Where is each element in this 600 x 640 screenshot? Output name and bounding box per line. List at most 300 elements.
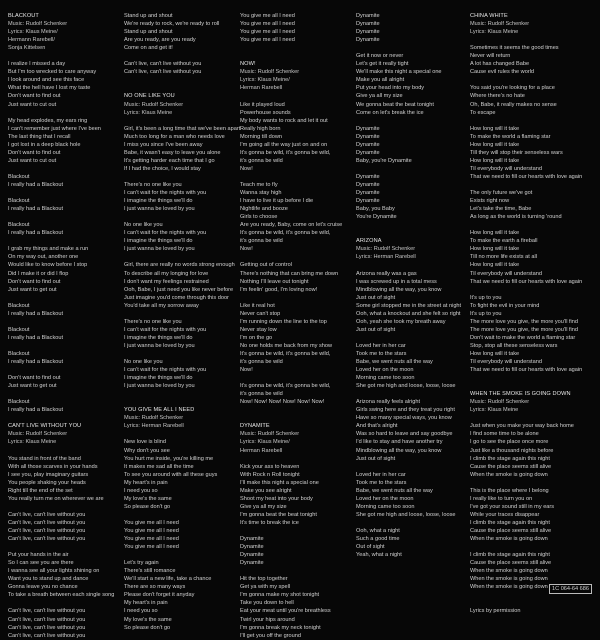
lyric-line: Just out of sight [356, 294, 396, 301]
lyric-line: Give ya all my size [240, 503, 287, 510]
blank-line [240, 414, 352, 422]
lyric-line: Such a good time [356, 536, 400, 543]
lyric-line: Put your hands in the air [8, 552, 69, 559]
lyric-line: Morning till down [240, 133, 282, 140]
blank-line [356, 463, 468, 471]
lyric-line: You hurt me inside, you're killing me [124, 455, 214, 462]
song-title: ARIZONA [356, 238, 382, 245]
lyric-line: How long will it take [470, 350, 520, 357]
song-credit: Lyrics: Herman Rarebell [124, 423, 184, 430]
lyric-line: Never can't stop [240, 310, 281, 317]
lyric-line: Til everybody will understand [470, 165, 542, 172]
blank-line [124, 213, 236, 221]
lyric-line: Are you ready, Baby, come on let's cruise [240, 222, 343, 229]
lyric-line: There's nothing that can bring me down [240, 270, 339, 277]
lyric-line: A lot has changed Babe [470, 61, 530, 68]
lyric-line: Dynamite [240, 544, 264, 551]
lyric-line: You give me all I need [240, 29, 295, 36]
lyric-line: Just out of sight [356, 455, 396, 462]
lyric-line: The more love you give, the more you'll find [470, 326, 579, 333]
lyric-line: You give me all I need [240, 37, 295, 44]
song-credit: Music: Rudolf Schenker [8, 21, 68, 28]
blank-line [356, 261, 468, 269]
song-credit: Herman Rarebell [240, 447, 283, 454]
song-credit: Lyrics: Herman Rarebell [356, 254, 416, 261]
lyric-line: Did I make it or did I flop [8, 270, 69, 277]
lyric-line: Was so hard to leave and say goodbye [356, 431, 453, 438]
lyric-line: Arizona really was a gas [356, 270, 417, 277]
lyric-line: Twirl your hips around [240, 616, 295, 623]
blank-line [240, 406, 352, 414]
lyric-line: Don't wait to make the world a flaming star [470, 334, 576, 341]
lyric-line: That we need to fill our hearts with love again [470, 173, 583, 180]
blank-line [240, 294, 352, 302]
blank-line [240, 374, 352, 382]
blank-line [8, 390, 120, 398]
lyric-line: Would like to know before I stop [8, 262, 88, 269]
lyric-line: Now! [240, 367, 253, 374]
song-credit: Lyrics: Klaus Meine [470, 407, 519, 414]
blank-line [124, 310, 236, 318]
blank-line [124, 430, 236, 438]
lyric-line: Just want to get out [8, 286, 57, 293]
lyric-line: When the smoke is going down [470, 471, 548, 478]
lyric-line: We gonna beat the beat tonight [356, 101, 434, 108]
lyric-line: It's gonna be wild, it's gonna be wild, [240, 230, 331, 237]
lyric-line: Just want to cut out [8, 157, 57, 164]
song-title: WHEN THE SMOKE IS GOING DOWN [470, 391, 571, 398]
lyric-line: Getting out of control [240, 262, 292, 269]
lyric-line: Mindblowing all the way, you know [356, 447, 442, 454]
song-title: NOW! [240, 61, 256, 68]
lyric-line: My love's the same [124, 616, 172, 623]
blank-line [124, 253, 236, 261]
lyric-line: I got lost in a deep black hole [8, 141, 81, 148]
lyric-line: There are so many ways [124, 584, 186, 591]
song-credit: Lyrics: Klaus Meine [124, 109, 173, 116]
lyric-line: Till no more life exists at all [470, 254, 537, 261]
lyric-line: This is the place where I belong [470, 487, 549, 494]
lyric-line: We'll start a new life, take a chance [124, 576, 212, 583]
song-credit: Lyrics: Klaus Meine/ [8, 29, 58, 36]
lyric-line: Let's take the time, Babe [470, 206, 532, 213]
lyric-line: Ooh, Babe, I just need you like never before [124, 286, 234, 293]
lyric-line: Wanna stay high [240, 190, 282, 197]
lyric-line: Give ya all my size [356, 93, 403, 100]
catalog-number: 1C 064-64 686 [549, 584, 592, 594]
song-title: CAN'T LIVE WITHOUT YOU [8, 423, 82, 430]
lyric-line: Cause the place seems still alive [470, 560, 552, 567]
lyric-line: Took me to the stars [356, 350, 407, 357]
lyric-line: My heart's in pain [124, 600, 168, 607]
song-title: NO ONE LIKE YOU [124, 93, 175, 100]
song-credit: Music: Rudolf Schenker [356, 246, 416, 253]
lyric-line: Teach me to fly [240, 181, 278, 188]
lyric-line: Kick your ass to heaven [240, 463, 300, 470]
lyric-line: Never stay low [240, 326, 277, 333]
lyric-line: With all those scarves in your hands [8, 463, 98, 470]
lyric-line: It's time to break the ice [240, 519, 299, 526]
blank-line [8, 318, 120, 326]
lyric-line: I go to see the place once more [470, 439, 549, 446]
lyric-line: I imagine the things we'll do [124, 198, 193, 205]
blank-line [8, 414, 120, 422]
lyric-line: That we need to fill our hearts with love again [470, 278, 583, 285]
song-credit: Lyrics: Klaus Meine/ [240, 77, 290, 84]
blank-line [124, 84, 236, 92]
lyric-line: Eat your meat until you're breathless [240, 608, 331, 615]
blank-line [8, 294, 120, 302]
lyric-line: I miss you since I've been away [124, 141, 203, 148]
lyric-line: So please don't go [124, 624, 171, 631]
lyric-line: Make you see alright [240, 487, 292, 494]
lyric-line: You people shaking your heads [8, 479, 86, 486]
blank-line [8, 543, 120, 551]
lyric-line: Come on and get it! [124, 45, 173, 52]
lyric-line: To make the earth a fireball [470, 238, 538, 245]
lyric-line: The more love you give, the more you'll find [470, 318, 579, 325]
lyric-line: You give me all I need [124, 528, 179, 534]
lyric-line: Till they will stop their senseless wars [470, 149, 563, 156]
blank-line [240, 567, 352, 575]
lyric-line: I look around and see this face [8, 77, 85, 84]
lyric-line: Loved her on the moon [356, 367, 414, 374]
lyric-line: Take you down to hell [240, 600, 294, 607]
lyric-line: New love is blind [124, 439, 166, 446]
lyric-line: To see you around with all these guys [124, 471, 218, 478]
blank-line [470, 599, 594, 607]
song-credit: Music: Rudolf Schenker [8, 431, 68, 438]
lyric-line: I really had a Blackout [8, 334, 64, 341]
blank-line [124, 173, 236, 181]
lyric-line: Now! [240, 246, 253, 253]
lyric-line: Dynamite [240, 536, 264, 543]
lyric-line: Much too long for a man who needs love [124, 133, 225, 140]
lyrics-column-3 [240, 12, 352, 639]
lyric-line: I grab my things and make a run [8, 246, 89, 253]
lyric-line: I imagine the things we'll do [124, 334, 193, 341]
lyric-line: You stand in front of the band [8, 455, 81, 462]
lyric-line: You're Dynamite [356, 214, 397, 221]
lyric-line: Dynamite [356, 198, 380, 205]
lyric-line: I really had a Blackout [8, 230, 64, 237]
lyric-line: Arizona really feels alright [356, 399, 421, 406]
lyric-line: I just wanna be loved by you [124, 246, 195, 253]
blank-line [8, 366, 120, 374]
lyric-line: I'm running down the line to the top [240, 318, 327, 325]
lyric-line: Baby, you're Dynamite [356, 157, 412, 164]
lyric-line: I wanna see all your lights shining on [8, 568, 100, 575]
lyric-line: Where there's no hate [470, 93, 525, 100]
lyric-line: How long will it take [470, 141, 520, 148]
lyric-line: I really had a Blackout [8, 206, 64, 213]
lyric-line: I just wanna be loved by you [124, 383, 195, 390]
lyric-line: I really had a Blackout [8, 407, 64, 414]
lyric-line: She got me high and loose, loose, loose [356, 511, 456, 518]
lyric-line: You give me all I need [124, 536, 179, 543]
lyric-line: Have so many special ways, you know [356, 415, 452, 422]
lyrics-column-2 [124, 12, 241, 631]
song-credit: Music: Rudolf Schenker [470, 21, 530, 28]
lyric-line: Blackout [8, 222, 30, 229]
lyric-line: Dynamite [240, 552, 264, 559]
lyric-line: It's gonna be wild, it's gonna be wild, [240, 383, 331, 390]
lyric-line: Dynamite [356, 141, 380, 148]
lyric-line: I can't wait for the nights with you [124, 367, 207, 374]
lyric-line: I'm gonna make my shot tonight [240, 592, 320, 599]
blank-line [356, 390, 468, 398]
song-credit: Music: Rudolf Schenker [470, 399, 530, 406]
lyric-line: Are you ready, are you ready [124, 37, 196, 44]
blank-line [124, 76, 236, 84]
lyric-line: I imagine the things we'll do [124, 238, 193, 245]
lyric-line: Can't live, can't live without you [8, 511, 86, 518]
blank-line [240, 455, 352, 463]
lyric-line: To describe all my longing for love [124, 270, 209, 277]
lyrics-column-5 [470, 12, 594, 615]
lyric-line: Girl, there are really no words strong enough [124, 262, 235, 269]
lyric-line: How long will it take [470, 246, 520, 253]
lyric-line: Dynamite [356, 13, 380, 19]
lyric-line: To take a breath between each single song [8, 592, 115, 599]
lyric-line: No one like you [124, 222, 163, 229]
blank-line [8, 189, 120, 197]
lyric-line: Babe, we went nuts all the way [356, 359, 433, 366]
lyric-line: I climb the stage again this night [470, 552, 550, 559]
lyric-line: Come on let's break the ice [356, 109, 424, 116]
song-credit: Music: Rudolf Schenker [240, 431, 300, 438]
lyric-line: You give me all I need [124, 519, 179, 526]
lyric-line: What the hell have I lost my taste [8, 85, 91, 92]
lyric-line: Make you all alright [356, 77, 405, 84]
blank-line [356, 165, 468, 173]
lyric-line: Dynamite [240, 560, 264, 567]
lyric-line: Girls swing here and they treat you right [356, 407, 455, 414]
lyric-line: I imagine the things we'll do [124, 375, 193, 382]
lyric-line: There's no one like you [124, 181, 182, 188]
lyric-line: You'd take all my sorrow away [124, 302, 199, 309]
lyric-line: Can't live, can't live without you [124, 61, 202, 68]
lyric-line: Nightlife and booze [240, 206, 288, 213]
blank-line [124, 350, 236, 358]
lyric-line: That we need to fill our hearts with love again [470, 367, 583, 374]
lyric-line: Really high born [240, 125, 281, 132]
lyric-line: Just out of sight [356, 326, 396, 333]
lyric-line: How long will it take [470, 125, 520, 132]
blank-line [470, 374, 594, 382]
song-credit: Lyrics: Klaus Meine/ [240, 439, 290, 446]
lyric-line: We're ready to rock, we're ready to roll [124, 21, 220, 28]
lyric-line: My head explodes, my ears ring [8, 117, 88, 124]
blank-line [8, 52, 120, 60]
lyric-line: I climb the stage again this night [470, 519, 550, 526]
lyric-line: Get it now or never [356, 53, 404, 60]
blank-line [470, 479, 594, 487]
lyric-line: Like it played loud [240, 101, 285, 108]
song-credit: Lyrics: Klaus Meine [8, 439, 57, 446]
lyric-line: The last thing that I recall [8, 133, 71, 140]
lyric-line: Cause the place seems still alive [470, 528, 552, 534]
lyric-line: How long will it take [470, 157, 520, 164]
lyric-line: Babe, we went nuts all the way [356, 487, 433, 494]
lyric-line: it's gonna be wild [240, 391, 283, 398]
lyric-line: I have to live it up before I die [240, 198, 314, 205]
lyric-line: Mindblowing all the way, you know [356, 286, 442, 293]
blank-line [8, 213, 120, 221]
lyric-line: Dynamite [356, 173, 380, 180]
blank-line [124, 551, 236, 559]
lyric-line: It's gonna be wild, it's gonna be wild, [240, 350, 331, 357]
song-credit: Hermann Rarebell/ [8, 37, 55, 44]
lyric-line: You really turn me on wherever we are [8, 495, 104, 502]
blank-line [240, 44, 352, 52]
lyric-line: There's still romance [124, 568, 176, 575]
lyric-line: I can't wait for the nights with you [124, 326, 207, 333]
lyric-line: Stand up and shout [124, 29, 173, 36]
lyric-line: Girls to choose [240, 214, 278, 221]
lyric-line: Morning came too soon [356, 503, 415, 510]
lyric-line: Loved her in her car [356, 342, 406, 349]
blank-line [470, 117, 594, 125]
lyric-line: Ooh, what a night [356, 528, 400, 534]
blank-line [470, 414, 594, 422]
lyric-line: Get ya with my spell [240, 584, 291, 591]
lyrics-column-4 [356, 12, 468, 594]
lyric-line: I'll get you off the ground [240, 632, 301, 639]
lyric-line: Right till the end of the set [8, 487, 73, 494]
lyric-line: I need you so [124, 487, 158, 494]
lyric-line: Ooh, yeah she took my breath away [356, 318, 446, 325]
lyric-line: When the smoke is going down [470, 536, 548, 543]
lyric-line: Blackout [8, 326, 30, 333]
lyric-line: I was screwed up in a total mess [356, 278, 437, 285]
lyric-line: I can't wait for the nights with you [124, 190, 207, 197]
lyric-line: You said you're looking for a place [470, 85, 555, 92]
blank-line [8, 109, 120, 117]
lyric-line: Put your head into my body [356, 85, 425, 92]
lyric-line: Can't live, can't live without you [8, 608, 86, 615]
lyric-line: Dynamite [356, 21, 380, 28]
lyric-line: Like it real hot [240, 302, 275, 309]
lyric-line: How long will it take [470, 230, 520, 237]
blank-line [470, 76, 594, 84]
song-credit: Herman Rarebell [240, 85, 283, 92]
lyric-line: So I can see you are there [8, 560, 74, 567]
lyric-line: I really had a Blackout [8, 181, 64, 188]
lyric-line: My love's the same [124, 495, 172, 502]
lyric-line: Morning came too soon [356, 375, 415, 382]
lyric-line: Dynamite [356, 190, 380, 197]
song-credit: Music: Rudolf Schenker [124, 101, 184, 108]
lyric-line: Now! [240, 165, 253, 172]
lyric-line: When the smoke is going down [470, 568, 548, 575]
lyric-line: If I had the choice, I would stay [124, 165, 201, 172]
lyric-line: Dynamite [356, 29, 380, 36]
blank-line [8, 599, 120, 607]
lyric-line: It's up to you [470, 294, 502, 301]
blank-line [8, 503, 120, 511]
lyric-line: Til everybody will understand [470, 270, 542, 277]
lyric-line: She got me high and loose, loose, loose [356, 383, 456, 390]
blank-line [470, 36, 594, 44]
blank-line [8, 447, 120, 455]
blank-line [470, 286, 594, 294]
lyric-line: Can't live, can't live without you [8, 616, 86, 623]
lyric-line: Some girl stopped me in the street at night [356, 302, 462, 309]
song-credit: Music: Rudolf Schenker [124, 415, 184, 422]
lyric-line: I'm gonna break my neck tonight [240, 624, 321, 631]
blank-line [356, 117, 468, 125]
lyric-line: Why don't you see [124, 447, 170, 454]
lyric-line: Can't live, can't live without you [8, 536, 86, 543]
lyric-line: I'm on the go [240, 334, 273, 341]
lyric-line: When the smoke is going down [470, 576, 548, 583]
lyric-line: it's gonna be wild [240, 238, 283, 245]
lyric-line: As long as the world is turning 'round [470, 214, 562, 221]
blank-line [124, 511, 236, 519]
lyric-line: Stop, stop all these senseless wars [470, 342, 558, 349]
lyric-line: I'm going all the way just on and on [240, 141, 328, 148]
lyric-line: Can't live, can't live without you [124, 69, 202, 76]
lyric-line: You give me all I need [124, 544, 179, 551]
lyric-line: Just imagine you'd come through this door [124, 294, 229, 301]
lyric-line: Just want to cut out [8, 101, 57, 108]
song-title: BLACKOUT [8, 13, 39, 19]
lyric-line: Gonna leave you no chance [8, 584, 78, 591]
lyric-line: Cause evil rules the world [470, 69, 535, 76]
lyric-line: Dynamite [356, 37, 380, 44]
lyric-line: You give me all I need [240, 21, 295, 28]
lyric-line: Now! Now! Now! Now! Now! Now! [240, 399, 325, 406]
lyric-line: I need you so [124, 608, 158, 615]
lyric-line: Sometimes it seems the good times [470, 45, 559, 52]
lyric-line: I don't want my feelings restrained [124, 278, 209, 285]
lyric-line: Nothing I'll leave out tonight [240, 278, 309, 285]
lyrics-column-1 [8, 12, 120, 639]
lyric-line: Just want to get out [8, 383, 57, 390]
lyric-line: I really had a Blackout [8, 359, 64, 366]
lyric-line: it's gonna be wild [240, 359, 283, 366]
lyric-line: Loved her in her car [356, 471, 406, 478]
lyric-line: To escape [470, 109, 496, 116]
lyric-line: Don't want to find out [8, 149, 61, 156]
lyric-line: Dynamite [356, 133, 380, 140]
blank-line [470, 181, 594, 189]
lyric-line: Blackout [8, 302, 30, 309]
lyric-line: I'm gonna beat the beat tonight [240, 511, 317, 518]
blank-line [124, 390, 236, 398]
blank-line [240, 253, 352, 261]
lyric-line: There's no one like you [124, 318, 182, 325]
lyric-line: With Rock n Roll tonight [240, 471, 300, 478]
lyric-line: Can't live, can't live without you [8, 519, 86, 526]
song-title: CHINA WHITE [470, 13, 508, 19]
lyric-line: But I'm too wrecked to care anyway [8, 69, 97, 76]
blank-line [470, 543, 594, 551]
blank-line [8, 237, 120, 245]
lyric-line: Ooh, what a knockout and she felt so right [356, 310, 461, 317]
lyric-line: Blackout [8, 399, 30, 406]
blank-line [356, 221, 468, 229]
lyric-line: To fight the evil in your mind [470, 302, 540, 309]
blank-line [470, 382, 594, 390]
lyric-line: Lyrics by permission [470, 608, 521, 615]
lyric-line: I climb the stage again this night [470, 455, 550, 462]
lyric-line: You give me all I need [240, 13, 295, 19]
lyric-line: Don't want to find out [8, 278, 61, 285]
song-credit: Lyrics: Klaus Meine [470, 29, 519, 36]
lyric-line: I'll make this night a special one [240, 479, 319, 486]
